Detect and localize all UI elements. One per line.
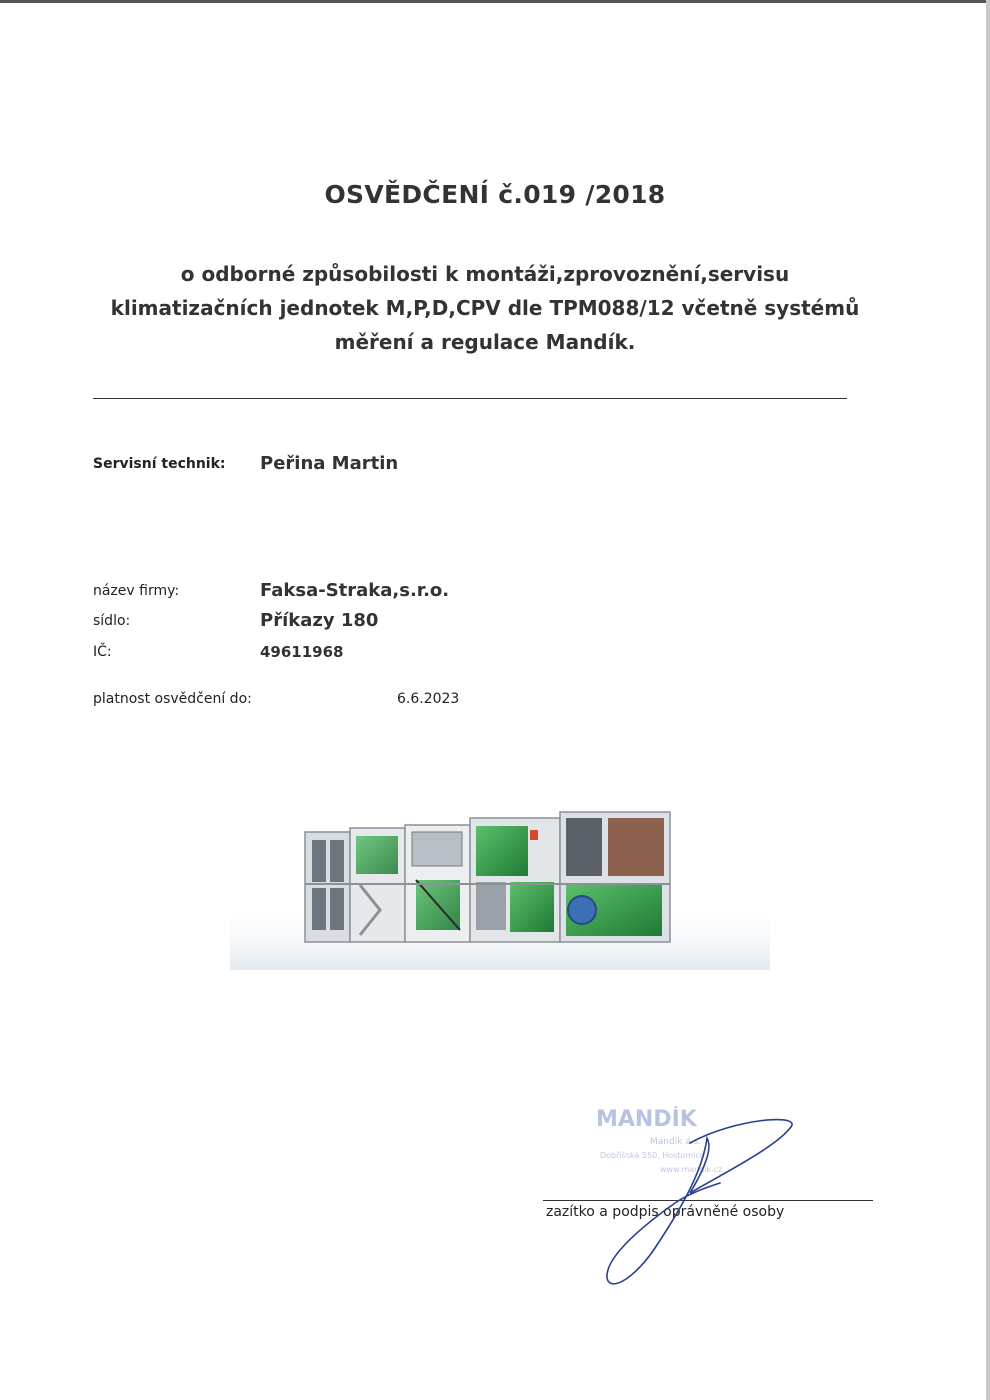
signature-caption: zazítko a podpis oprávněné osoby bbox=[546, 1204, 785, 1220]
company-seat-label: sídlo: bbox=[93, 613, 131, 629]
company-id-value: 49611968 bbox=[260, 643, 344, 661]
technician-label: Servisní technik: bbox=[93, 456, 226, 472]
svg-text:Dobříšská 550, Hostomice: Dobříšská 550, Hostomice bbox=[600, 1151, 705, 1160]
validity-date: 6.6.2023 bbox=[397, 691, 460, 707]
header-divider bbox=[93, 398, 847, 399]
handwritten-signature bbox=[595, 1108, 805, 1298]
certificate-title: OSVĚDČENÍ č.019 /2018 bbox=[324, 180, 666, 209]
svg-text:www.mandik.cz: www.mandik.cz bbox=[660, 1165, 723, 1174]
validity-label: platnost osvědčení do: bbox=[93, 691, 252, 707]
certificate-subtitle: o odborné způsobilosti k montáži,zprovoznění,servisu klimatizačních jednotek M,P,D,CPV dle TPM088/12 včetně systémů měření a regulace Mandík. bbox=[110, 262, 860, 354]
company-name-value: Faksa-Straka,s.r.o. bbox=[260, 580, 450, 601]
company-id-label: IČ: bbox=[93, 644, 112, 660]
scan-edge-right bbox=[986, 0, 990, 1400]
company-name-label: název firmy: bbox=[93, 583, 180, 599]
svg-text:MANDÍK: MANDÍK bbox=[596, 1107, 697, 1132]
company-seat-value: Příkazy 180 bbox=[260, 610, 379, 631]
technician-name: Peřina Martin bbox=[260, 453, 399, 474]
air-handling-unit-image bbox=[230, 790, 770, 970]
svg-text:Mandík a.s.: Mandík a.s. bbox=[650, 1137, 702, 1147]
scan-edge-top bbox=[0, 0, 990, 3]
